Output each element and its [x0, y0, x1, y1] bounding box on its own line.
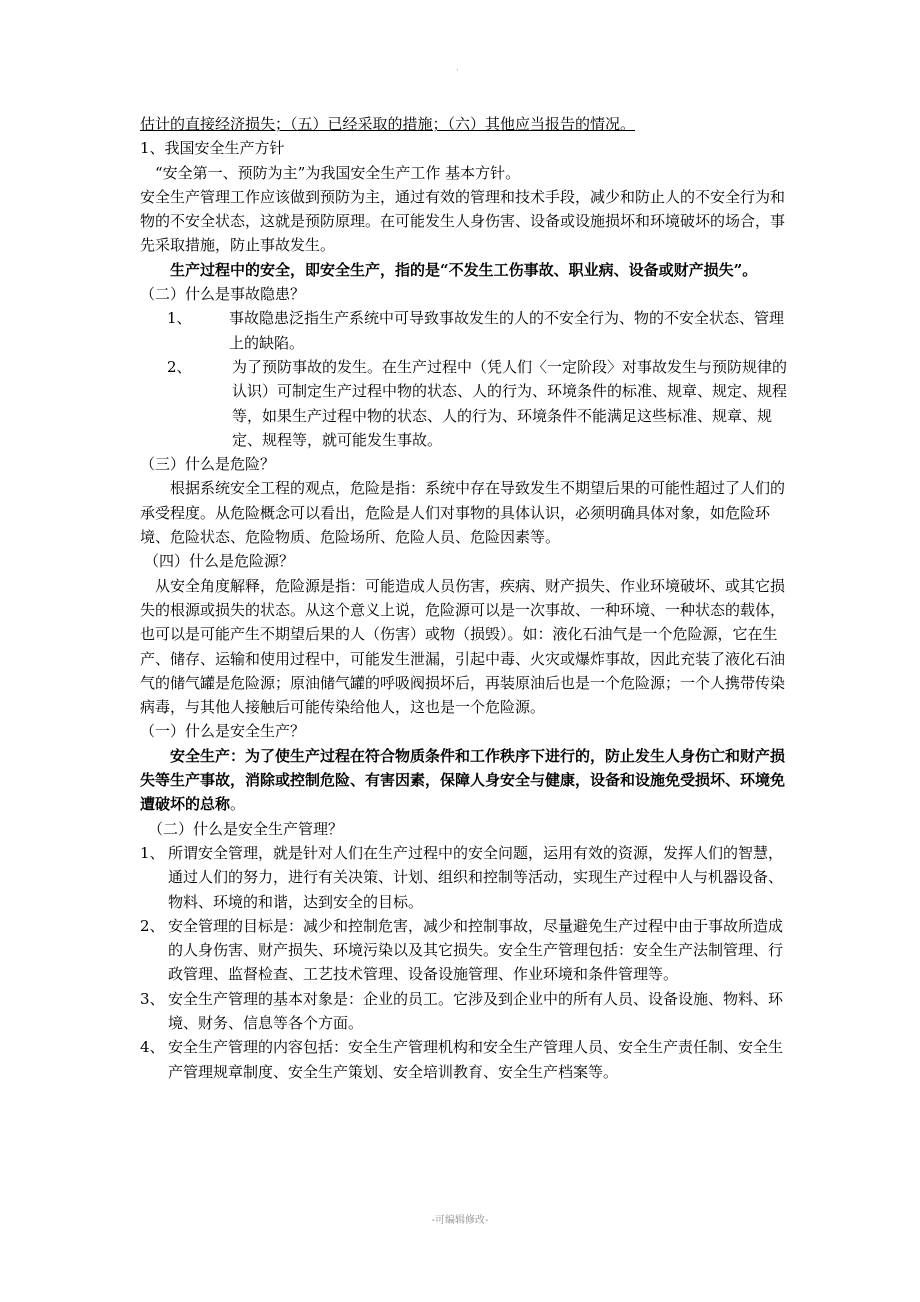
list-item — [140, 306, 788, 355]
heading-safety-production: （一）什么是安全生产？ — [140, 722, 306, 741]
heading-danger-source: （四）什么是危险源？ — [144, 552, 295, 571]
list-item — [140, 841, 788, 914]
paragraph-safety-definition-bold: 生产过程中的安全，即安全生产，指的是“不发生工伤事故、职业病、设备或财产损失”。 — [170, 260, 758, 279]
heading-safety-policy: 1、我国安全生产方针 — [140, 139, 285, 158]
heading-safety-management: （二）什么是安全生产管理？ — [148, 819, 344, 838]
list-text: 事故隐患泛指生产系统中可导致事故发生的人的不安全行为、物的不安全状态、管理上的缺陷。 — [229, 309, 785, 352]
list-item — [140, 914, 788, 987]
list-number: 3、 — [140, 989, 165, 1008]
list-number: 1、 — [140, 843, 165, 862]
list-item — [140, 1035, 788, 1084]
list-number: 1、 — [167, 309, 192, 328]
list-item — [140, 987, 788, 1036]
list-item — [140, 355, 788, 452]
header-mark: · — [456, 66, 459, 76]
paragraph-prevention-principle: 安全生产管理工作应该做到预防为主，通过有效的管理和技术手段，减少和防止人的不安全行为和物的不安全状态，这就是预防原理。在可能发生人身伤害、设备或设施损坏和环境破坏的场合，事先采取措施，防止事故发生。 — [140, 187, 786, 255]
paragraph-danger-definition: 根据系统安全工程的观点，危险是指：系统中存在导致发生不期望后果的可能性超过了人们的承受程度。从危险概念可以看出，危险是人们对事物的具体认识，必须明确具体对象，如危险环境、危险状态、危险物质、危险场所、危险人员、危险因素等。 — [140, 479, 786, 547]
list-text: 安全生产管理的内容包括：安全生产管理机构和安全生产管理人员、安全生产责任制、安全生产管理规章制度、安全生产策划、安全培训教育、安全生产档案等。 — [168, 1038, 784, 1081]
list-number: 4、 — [140, 1038, 165, 1057]
bold-definition-text: 安全生产：为了使生产过程在符合物质条件和工作秩序下进行的，防止发生人身伤亡和财产损失等生产事故，消除或控制危险、有害因素，保障人身安全与健康，设备和设施免受损坏、环境免遭破坏的总称 — [140, 746, 786, 814]
paragraph-safety-production-definition — [140, 744, 788, 817]
list-text: 为了预防事故的发生。在生产过程中（凭人们〈一定阶段〉对事故发生与预防规律的认识）可制定生产过程中物的状态、人的行为、环境条件的标准、规章、规定、规程等，如果生产过程中物的状态、人的行为、环境条件不能满足这些标准、规章、规定、规程等，就可能发生事故。 — [232, 357, 788, 449]
heading-hidden-hazard: （二）什么是事故隐患？ — [140, 285, 306, 304]
list-text: 所谓安全管理，就是针对人们在生产过程中的安全问题，运用有效的资源，发挥人们的智慧，通过人们的努力，进行有关决策、计划、组织和控制等活动，实现生产过程中人与机器设备、物料、环境的和谐，达到安全的目标。 — [168, 843, 784, 911]
paragraph-policy-statement: “安全第一、预防为主”为我国安全生产工作 基本方针。 — [155, 163, 521, 182]
heading-danger: （三）什么是危险？ — [140, 455, 276, 474]
page-footer: -可编辑修改- — [431, 1215, 489, 1226]
paragraph-report-items: 估计的直接经济损失；（五）已经采取的措施；（六）其他应当报告的情况。 — [140, 115, 636, 133]
list-text: 安全管理的目标是：减少和控制危害，减少和控制事故，尽量避免生产过程中由于事故所造成的人身伤害、财产损失、环境污染以及其它损失。安全生产管理包括：安全生产法制管理、行政管理、监督检查、工艺技术管理、设备设施管理、作业环境和条件管理等。 — [168, 916, 784, 984]
list-number: 2、 — [167, 357, 192, 376]
list-text: 安全生产管理的基本对象是：企业的员工。它涉及到企业中的所有人员、设备设施、物料、环境、财务、信息等各个方面。 — [168, 989, 784, 1032]
paragraph-danger-source-definition: 从安全角度解释，危险源是指：可能造成人员伤害，疾病、财产损失、作业环境破坏、或其它损失的根源或损失的状态。从这个意义上说，危险源可以是一次事故、一种环境、一种状态的载体，也可以是可能产生不期望后果的人（伤害）或物（损毁）。如：液化石油气是一个危险源，它在生产、储存、运输和使用过程中，可能发生泄漏，引起中毒、火灾或爆炸事故，因此充装了液化石油气的储气罐是危险源；原油储气罐的呼吸阀损坏后，再装原油后也是一个危险源；一个人携带传染病毒，与其他人接触后可能传染给他人，这也是一个危险源。 — [140, 576, 786, 717]
list-number: 2、 — [140, 916, 165, 935]
document-body — [140, 112, 788, 1084]
definition-end-mark: 。 — [230, 795, 246, 814]
